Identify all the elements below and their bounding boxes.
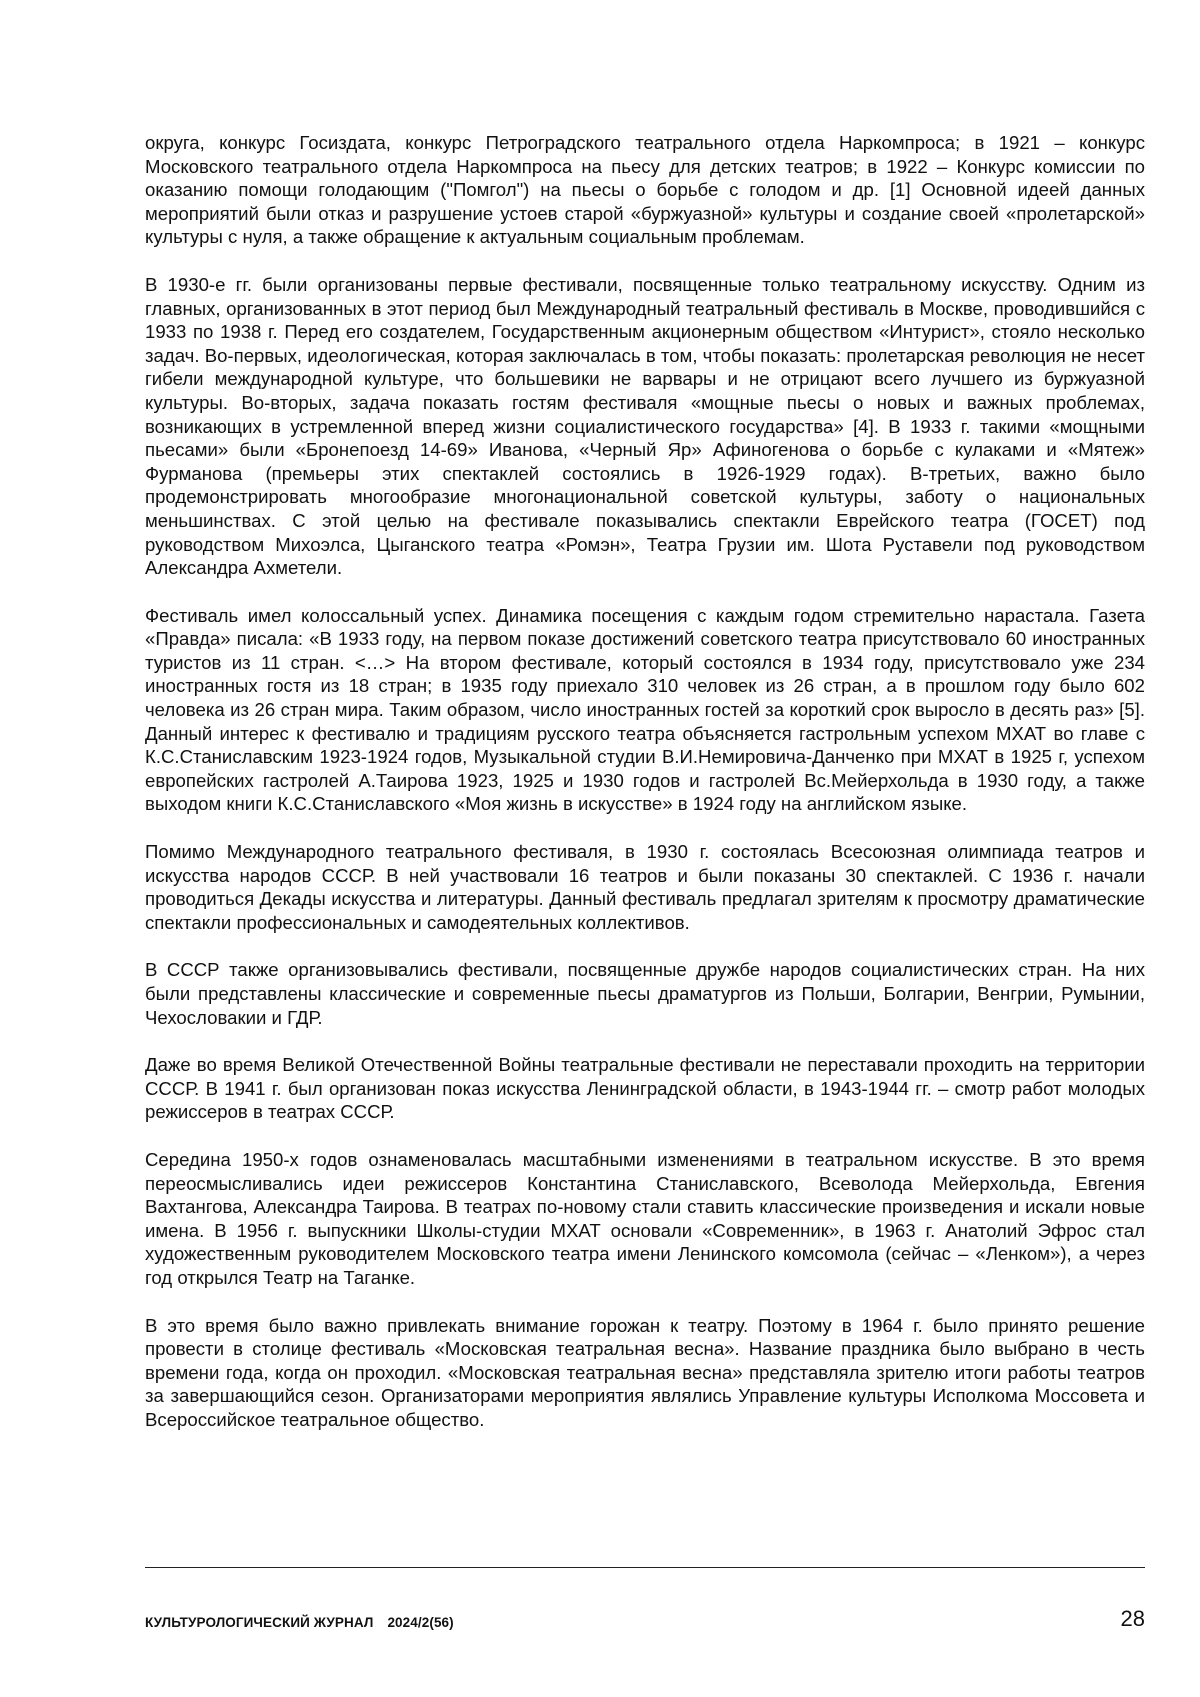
paragraph: Середина 1950-х годов ознаменовалась масштабными изменениями в театральном искусстве. В это время переосмысливались идеи режиссеров Константина Станиславского, Всеволода Мейерхольда, Евгения Вахтангова, Александра Таирова. В театрах по-новому стали ставить классические произведения и искали новые имена. В 1956 г. выпускники Школы-студии МХАТ основали «Современник», в 1963 г. Анатолий Эфрос стал художественным руководителем Московского театра имени Ленинского комсомола (сейчас – «Ленком»), а через год открылся Театр на Таганке. xyxy=(145,1148,1145,1288)
paragraph: Фестиваль имел колоссальный успех. Динамика посещения с каждым годом стремительно нарастала. Газета «Правда» писала: «В 1933 году, на первом показе достижений советского театра присутствовало 60 иностранных туристов из 11 стран. <…> На втором фестивале, который состоялся в 1934 году, присутствовало уже 234 иностранных гостя из 18 стран; в 1935 году приехало 310 человек из 26 стран, а в прошлом году было 602 человека из 26 стран мира. Таким образом, число иностранных гостей за короткий срок выросло в десять раз» [5]. Данный интерес к фестивалю и традициям русского театра объясняется гастрольным успехом МХАТ во главе с К.С.Станиславским 1923-1924 годов, Музыкальной студии В.И.Немировича-Данченко при МХАТ в 1925 г, успехом европейских гастролей А.Таирова 1923, 1925 и 1930 годов и гастролей Вс.Мейерхольда в 1930 году, а также выходом книги К.С.Станиславского «Моя жизнь в искусстве» в 1924 году на английском языке. xyxy=(145,604,1145,815)
paragraph: Даже во время Великой Отечественной Войны театральные фестивали не переставали проходить на территории СССР. В 1941 г. был организован показ искусства Ленинградской области, в 1943-1944 гг. – смотр работ молодых режиссеров в театрах СССР. xyxy=(145,1054,1145,1123)
journal-title: КУЛЬТУРОЛОГИЧЕСКИЙ ЖУРНАЛ xyxy=(145,1615,374,1630)
paragraph: В это время было важно привлекать внимание горожан к театру. Поэтому в 1964 г. было принято решение провести в столице фестиваль «Московская театральная весна». Название праздника было выбрано в честь времени года, когда он проходил. «Московская театральная весна» представляла зрителю итоги работы театров за завершающийся сезон. Организаторами мероприятия являлись Управление культуры Исполкома Моссовета и Всероссийское театральное общество. xyxy=(145,1314,1145,1430)
paragraph: Помимо Международного театрального фестиваля, в 1930 г. состоялась Всесоюзная олимпиада театров и искусства народов СССР. В ней участвовали 16 театров и были показаны 30 спектаклей. С 1936 г. начали проводиться Декады искусства и литературы. Данный фестиваль предлагал зрителям к просмотру драматические спектакли профессиональных и самодеятельных коллективов. xyxy=(145,841,1145,933)
footer-divider xyxy=(145,1567,1145,1568)
paragraph: В 1930-е гг. были организованы первые фестивали, посвященные только театральному искусству. Одним из главных, организованных в этот период был Международный театральный фестиваль в Москве, проводившийся с 1933 по 1938 г. Перед его создателем, Государственным акционерным обществом «Интурист», стояло несколько задач. Во-первых, идеологическая, которая заключалась в том, чтобы показать: пролетарская революция не несет гибели международной культуре, что большевики не варвары и не отрицают всего лучшего из буржуазной культуры. Во-вторых, задача показать гостям фестиваля «мощные пьесы о новых и важных проблемах, возникающих в устремленной вперед жизни социалистического государства» [4]. В 1933 г. такими «мощными пьесами» были «Бронепоезд 14-69» Иванова, «Черный Яр» Афиногенова о борьбе с кулаками и «Мятеж» Фурманова (премьеры этих спектаклей состоялись в 1926-1929 годах). В-третьих, важно было продемонстрировать многообразие многонациональной советской культуры, заботу о национальных меньшинствах. С этой целью на фестивале показывались спектакли Еврейского театра (ГОСЕТ) под руководством Михоэлса, Цыганского театра «Ромэн», Театра Грузии им. Шота Руставели под руководством Александра Ахметели. xyxy=(145,273,1145,579)
footer-journal-info xyxy=(145,1615,454,1630)
paragraph: В СССР также организовывались фестивали, посвященные дружбе народов социалистических стран. На них были представлены классические и современные пьесы драматургов из Польши, Болгарии, Венгрии, Румынии, Чехословакии и ГДР. xyxy=(145,959,1145,1028)
journal-issue: 2024/2(56) xyxy=(387,1615,454,1630)
page-number: 28 xyxy=(1120,1606,1145,1631)
body-text xyxy=(145,131,1145,1456)
paragraph: округа, конкурс Госиздата, конкурс Петроградского театрального отдела Наркомпроса; в 1921 – конкурс Московского театрального отдела Наркомпроса на пьесу для детских театров; в 1922 – Конкурс комиссии по оказанию помощи голодающим ("Помгол") на пьесы о борьбе с голодом и др. [1] Основной идеей данных мероприятий были отказ и разрушение устоев старой «буржуазной» культуры и создание своей «пролетарской» культуры с нуля, а также обращение к актуальным социальным проблемам. xyxy=(145,132,1145,248)
